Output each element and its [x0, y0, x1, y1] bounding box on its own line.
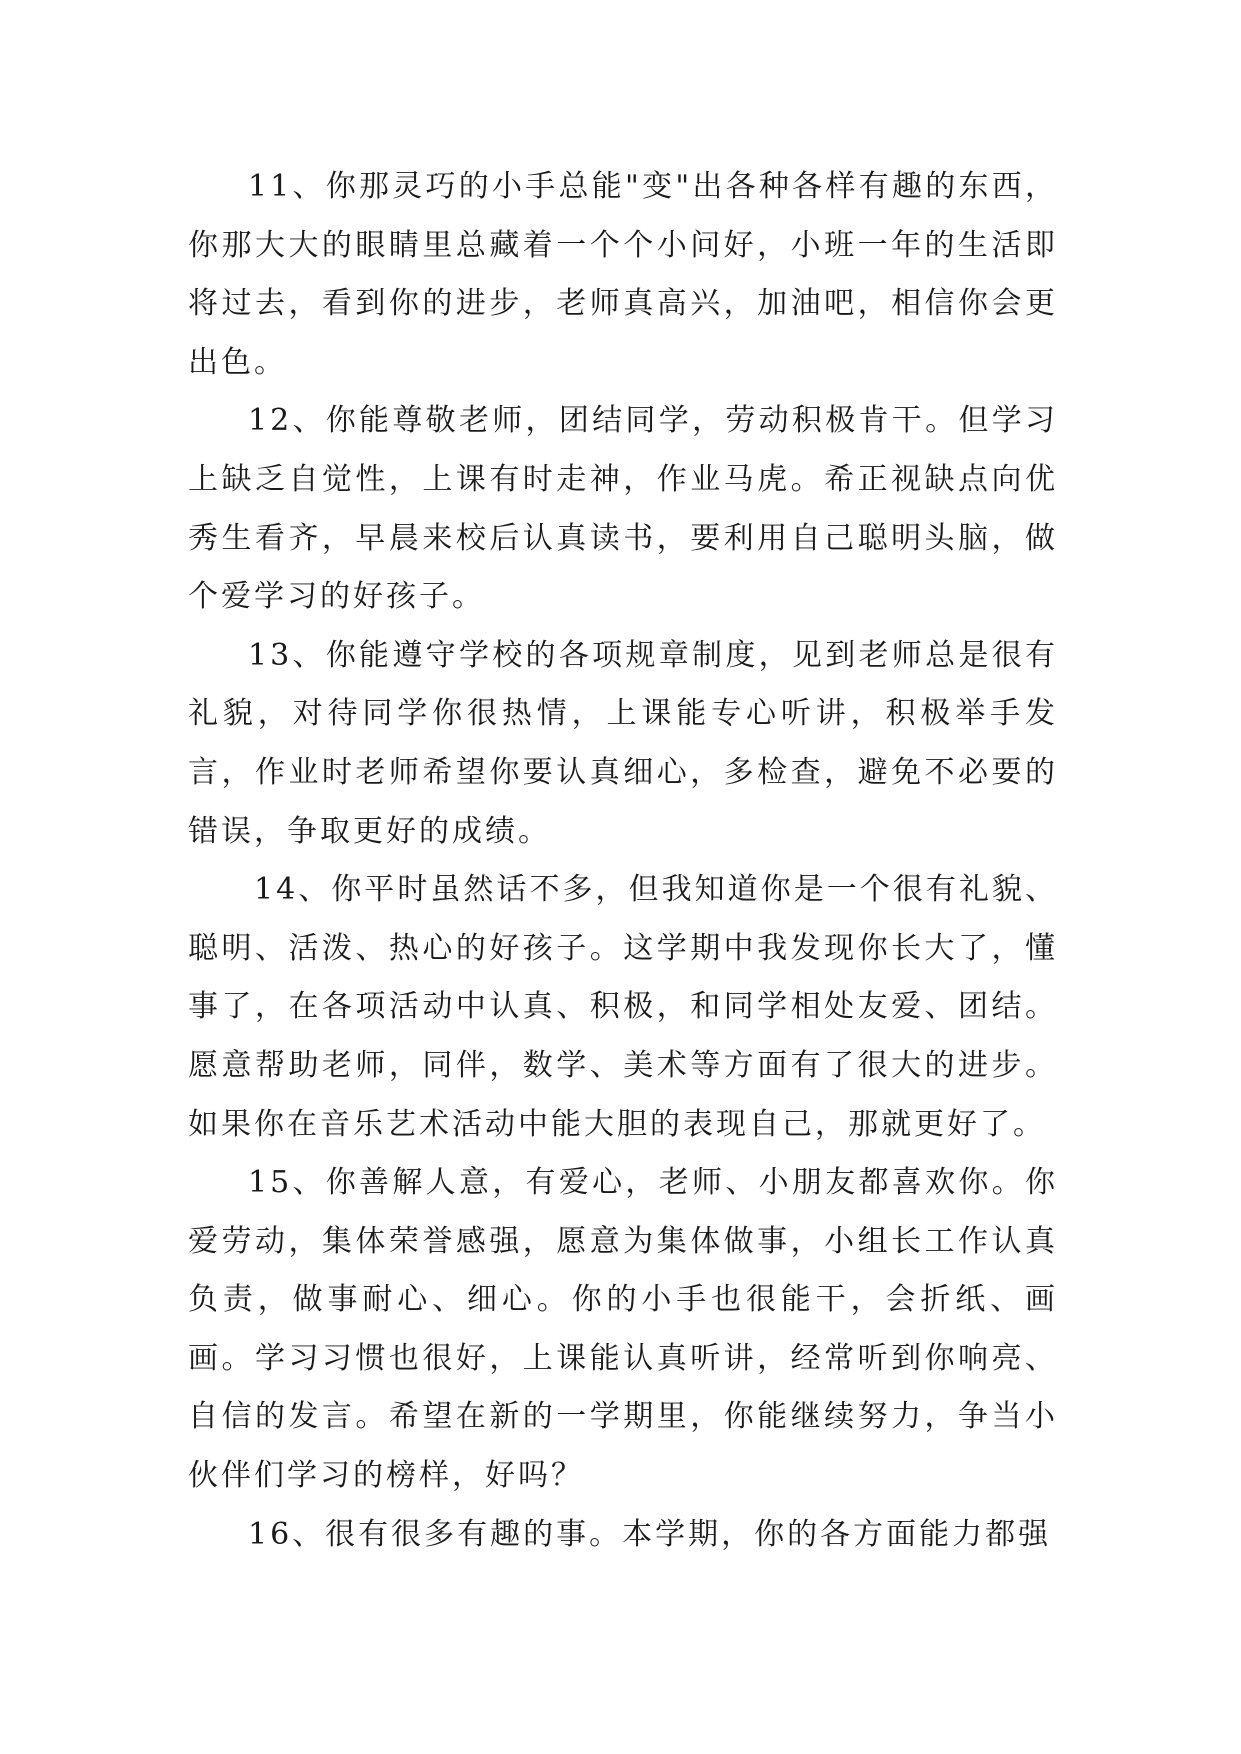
paragraph-14: 14、你平时虽然话不多，但我知道你是一个很有礼貌、聪明、活泼、热心的好孩子。这学期中我发现你长大了，懂事了，在各项活动中认真、积极，和同学相处友爱、团结。愿意帮助老师，同伴，数学、美术等方面有了很大的进步。如果你在音乐艺术活动中能大胆的表现自己，那就更好了。 [188, 872, 1058, 1142]
paragraph-11: 11、你那灵巧的小手总能"变"出各种各样有趣的东西，你那大大的眼睛里总藏着一个个小问好，小班一年的生活即将过去，看到你的进步，老师真高兴，加油吧，相信你会更出色。 [188, 169, 1058, 380]
document-body [188, 158, 1058, 1564]
paragraph-12: 12、你能尊敬老师，团结同学，劳动积极肯干。但学习上缺乏自觉性，上课有时走神，作业马虎。希正视缺点向优秀生看齐，早晨来校后认真读书，要利用自己聪明头脑，做个爱学习的好孩子。 [188, 403, 1058, 615]
paragraph-15: 15、你善解人意，有爱心，老师、小朋友都喜欢你。你爱劳动，集体荣誉感强，愿意为集体做事，小组长工作认真负责，做事耐心、细心。你的小手也很能干，会折纸、画画。学习习惯也很好，上课能认真听讲，经常听到你响亮、自信的发言。希望在新的一学期里，你能继续努力，争当小伙伴们学习的榜样，好吗？ [188, 1165, 1058, 1494]
paragraph-13: 13、你能遵守学校的各项规章制度，见到老师总是很有礼貌，对待同学你很热情，上课能专心听讲，积极举手发言，作业时老师希望你要认真细心，多检查，避免不必要的错误，争取更好的成绩。 [188, 637, 1058, 849]
paragraph-16: 16、很有很多有趣的事。本学期，你的各方面能力都强 [248, 1516, 1052, 1552]
